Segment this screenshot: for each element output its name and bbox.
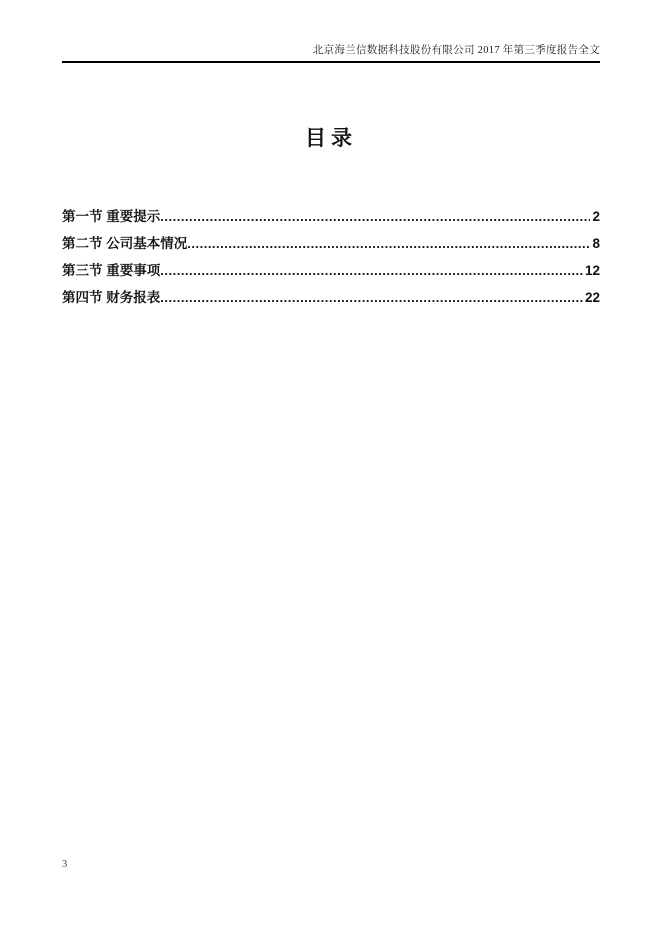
page-header <box>62 44 600 63</box>
toc-entry[interactable] <box>62 286 600 313</box>
toc-entry[interactable] <box>62 232 600 259</box>
toc-list <box>62 205 600 313</box>
page-footer <box>62 859 67 870</box>
toc-entry-page: 22 <box>584 290 600 305</box>
toc-entry-label: 第二节 公司基本情况 <box>62 236 188 251</box>
toc-entry-label: 第三节 重要事项 <box>62 263 161 278</box>
toc-dot-leader <box>160 209 590 224</box>
page-number: 3 <box>62 859 68 870</box>
toc-dot-leader <box>160 263 583 278</box>
toc-entry[interactable] <box>62 205 600 232</box>
toc-title: 目录 <box>305 127 357 150</box>
header-running-title: 北京海兰信数据科技股份有限公司 2017 年第三季度报告全文 <box>312 45 600 56</box>
toc-entry-label: 第四节 财务报表 <box>62 290 161 305</box>
toc-dot-leader <box>187 236 590 251</box>
toc-entry-page: 12 <box>584 263 600 278</box>
toc-entry[interactable] <box>62 259 600 286</box>
toc-dot-leader <box>160 290 583 305</box>
toc-entry-label: 第一节 重要提示 <box>62 209 161 224</box>
toc-entry-page: 8 <box>592 236 600 251</box>
toc-entry-page: 2 <box>592 209 600 224</box>
